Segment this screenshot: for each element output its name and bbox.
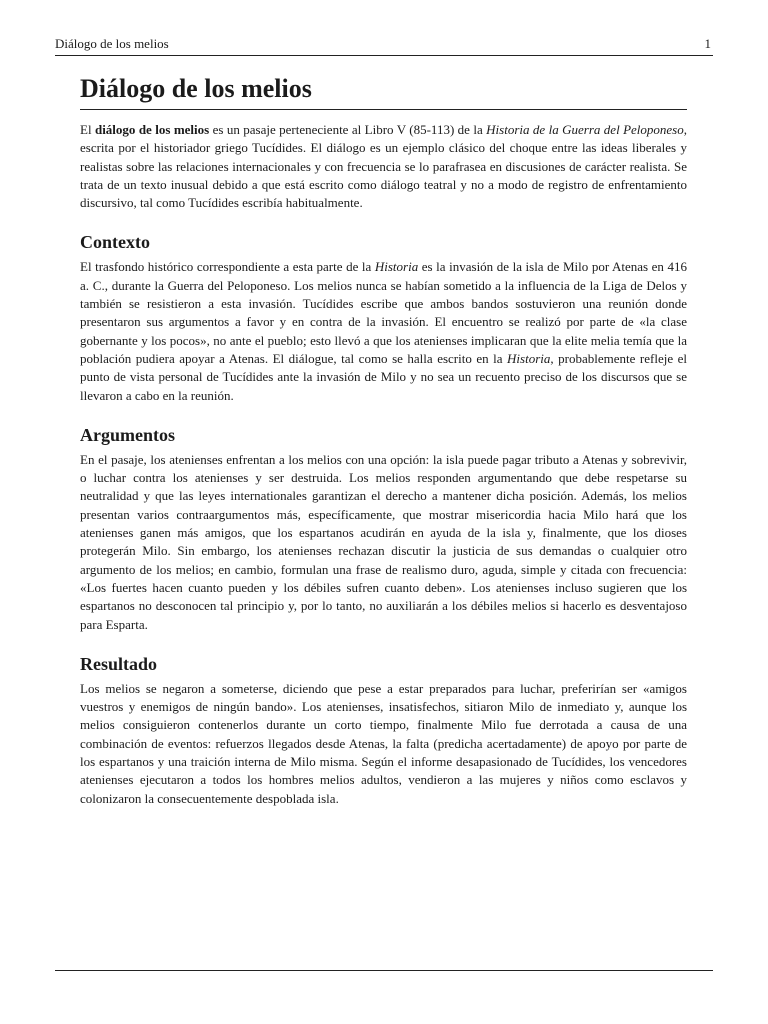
paragraph-text: Los melios se negaron a someterse, diciendo que pese a estar preparados para luchar, preferirían ser «amigos vuestros y enemigos de ningún bando». Los atenienses, insatisfechos, sitiaron Milo de inmediato y, aunque los melios consiguieron contenerlos durante un corto tiempo, finalmente Milo fue derrotada a causa de una combinación de eventos: refuerzos llegados desde Atenas, la falta (predicha acertadamente) de apoyo por parte de los espartanos y una traición interna de Milo misma. Según el informe desapasionado de Tucídides, los vencedores atenienses ejecutaron a todos los hombres melios adultos, vendieron a las mujeres y niños como esclavos y colonizaron la consecuentemente despoblada isla.	[80, 680, 687, 806]
section-heading-argumentos: Argumentos	[80, 424, 175, 445]
italic-work-title: Historia	[507, 350, 551, 366]
intro-paragraph	[80, 121, 687, 212]
intro-text: El	[80, 122, 95, 137]
section-heading-contexto: Contexto	[80, 232, 150, 253]
paragraph-text: En el pasaje, los atenienses enfrentan a los melios con una opción: la isla puede pagar tributo a Atenas y sobrevivir, o luchar contra los atenienses y ser destruida. Los melios responden argumentando que debe respetarse su neutralidad y que las leyes internationales garantizan el derecho a mantener dicha posición. Además, los melios presentan varios contraargumentos más, específicamente, que mostrar misericordia hacia Milo hará que los atenienses ganen más amigos, que los espartanos acudirán en ayuda de la isla y, finalmente, que los dioses protegerán Milo. Sin embargo, los atenienses rechazan discutir la justicia de sus demandas o cualquier otro argumento de los melios; en cambio, formulan una frase de realismo duro, aguda, simple y citada con frecuencia: «Los fuertes hacen cuanto pueden y los débiles sufren cuanto deben». Los atenienses incluso sugieren que los espartanos no desconocen tal principio y, por lo tanto, no auxiliarán a los débiles melios si hacerlo es desventajoso para Esparta.	[80, 451, 687, 632]
footer-divider	[55, 970, 713, 971]
page-title: Diálogo de los melios	[80, 74, 687, 110]
intro-text: , escrita por el historiador griego Tucídides. El diálogo es un ejemplo clásico del choque entre las ideas liberales y realistas sobre las relaciones internacionales y con frecuencia se lo parafrasea en discusiones de carácter realista. Se trata de un texto inusual debido a que está escrito como diálogo teatral y no a modo de registro de enfrentamiento discursivo, tal como Tucídides escribía habitualmente.	[80, 122, 687, 211]
article-body	[80, 74, 687, 808]
intro-bold-term: diálogo de los melios	[94, 122, 210, 137]
paragraph-text: , probablemente refleje el punto de vista personal de Tucídides ante la invasión de Milo y no sea un recuento preciso de los discursos que se llevaron a cabo en la reunión.	[80, 350, 687, 403]
section-paragraph-resultado	[80, 680, 687, 808]
section-paragraph-argumentos	[80, 451, 687, 634]
running-header	[55, 35, 713, 56]
italic-work-title: Historia	[374, 259, 419, 275]
intro-italic-work-title: Historia de la Guerra del Peloponeso	[486, 122, 684, 137]
intro-text: es un pasaje perteneciente al Libro V (85-113) de la	[209, 122, 487, 137]
paragraph-text: es la invasión de la isla de Milo por Atenas en 416 a. C., durante la Guerra del Peloponeso. Los melios nunca se habían sometido a la influencia de la Liga de Delos y también se resistieron a esta invasión. Tucídides escribe que ambos bandos sostuvieron una reunión donde presentaron sus argumentos a favor y en contra de la invasión. El encuentro se realizó por parte de «la clase gobernante y los pocos», no ante el pueblo; esto llevó a que los atenienses implicaran que la elite melia temía que la población pudiera apoyar a Atenas. El diálogue, tal como se halla escrito en la	[80, 259, 687, 366]
paragraph-text: El trasfondo histórico correspondiente a esta parte de la	[80, 259, 375, 275]
section-paragraph-contexto	[80, 258, 687, 404]
page-number: 1	[704, 36, 711, 51]
section-heading-resultado: Resultado	[80, 653, 158, 674]
running-title: Diálogo de los melios	[55, 36, 169, 51]
